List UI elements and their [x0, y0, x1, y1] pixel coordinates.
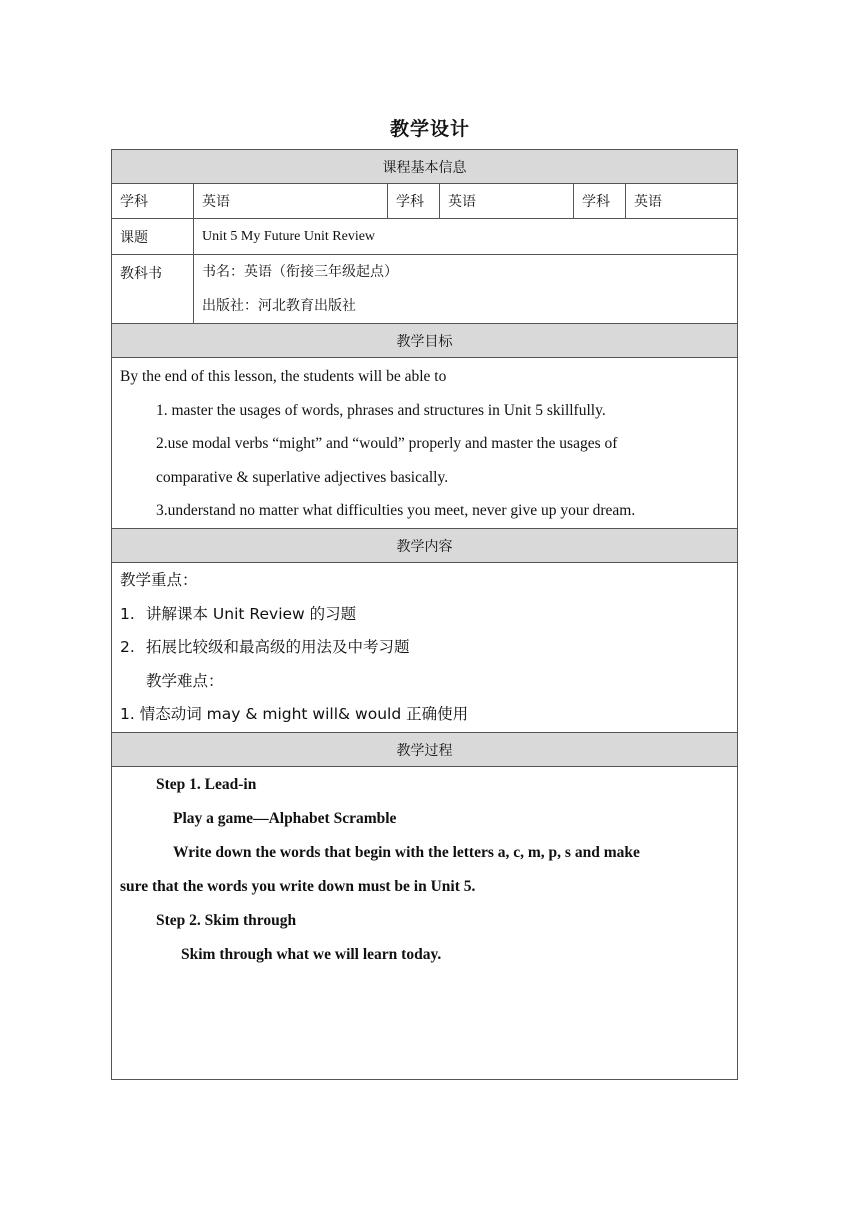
content-body: [112, 563, 738, 733]
section-header-goals: [112, 324, 738, 358]
content-row: [112, 563, 738, 733]
subject-label: 学科: [388, 184, 440, 219]
topic-value: Unit 5 My Future Unit Review: [194, 219, 738, 255]
goals-content: [112, 358, 738, 529]
topic-row: [112, 219, 738, 255]
subject-value: 英语: [626, 184, 738, 219]
section-title: 课程基本信息: [112, 150, 738, 184]
step-instruction-cont: sure that the words you write down must be in Unit 5.: [120, 878, 476, 895]
step-heading: Step 2. Skim through: [156, 912, 297, 929]
textbook-row: [112, 255, 738, 324]
topic-label: 课题: [112, 219, 194, 255]
publisher: 出版社：河北教育出版社: [202, 298, 356, 314]
goal-item: 3.understand no matter what difficulties you meet, never give up your dream.: [156, 502, 636, 519]
list-number: 2.: [120, 638, 135, 656]
textbook-details: [194, 255, 738, 324]
section-title: 教学目标: [112, 324, 738, 358]
goals-row: [112, 358, 738, 529]
process-row: [112, 767, 738, 1080]
key-point-text: 拓展比较级和最高级的用法及中考习题: [146, 638, 410, 656]
section-header-basic-info: [112, 150, 738, 184]
subject-value: 英语: [194, 184, 388, 219]
subject-value: 英语: [440, 184, 574, 219]
goals-intro: By the end of this lesson, the students will be able to: [120, 368, 447, 385]
difficult-point-item: 1. 情态动词 may & might will& would 正确使用: [120, 705, 469, 723]
textbook-label: 教科书: [112, 255, 194, 324]
key-point-text: 讲解课本 Unit Review 的习题: [146, 604, 357, 623]
lesson-plan-table: [111, 149, 738, 1080]
key-points-label: 教学重点：: [120, 571, 198, 589]
key-point-item: [120, 631, 729, 665]
goal-item: comparative & superlative adjectives basically.: [156, 468, 449, 486]
document-title: 教学设计: [389, 118, 470, 140]
goal-item: 2.use modal verbs “might” and “would” properly and master the usages of: [156, 435, 618, 452]
subject-label: 学科: [574, 184, 626, 219]
book-name: 书名：英语（衔接三年级起点）: [202, 264, 398, 280]
section-header-process: [112, 733, 738, 767]
section-header-content: [112, 529, 738, 563]
section-title: 教学内容: [112, 529, 738, 563]
subject-label: 学科: [112, 184, 194, 219]
key-point-item: [120, 598, 729, 632]
list-number: 1.: [120, 604, 135, 623]
process-body: [112, 767, 738, 1080]
difficult-points-label: 教学难点：: [146, 671, 224, 690]
step-activity: Play a game—Alphabet Scramble: [173, 810, 397, 827]
step-instruction: Skim through what we will learn today.: [181, 946, 442, 963]
section-title: 教学过程: [112, 733, 738, 767]
step-heading: Step 1. Lead-in: [156, 776, 257, 793]
step-instruction: Write down the words that begin with the letters a, c, m, p, s and make: [173, 844, 640, 861]
subject-row: [112, 184, 738, 219]
goal-item: 1. master the usages of words, phrases and structures in Unit 5 skillfully.: [156, 401, 606, 419]
